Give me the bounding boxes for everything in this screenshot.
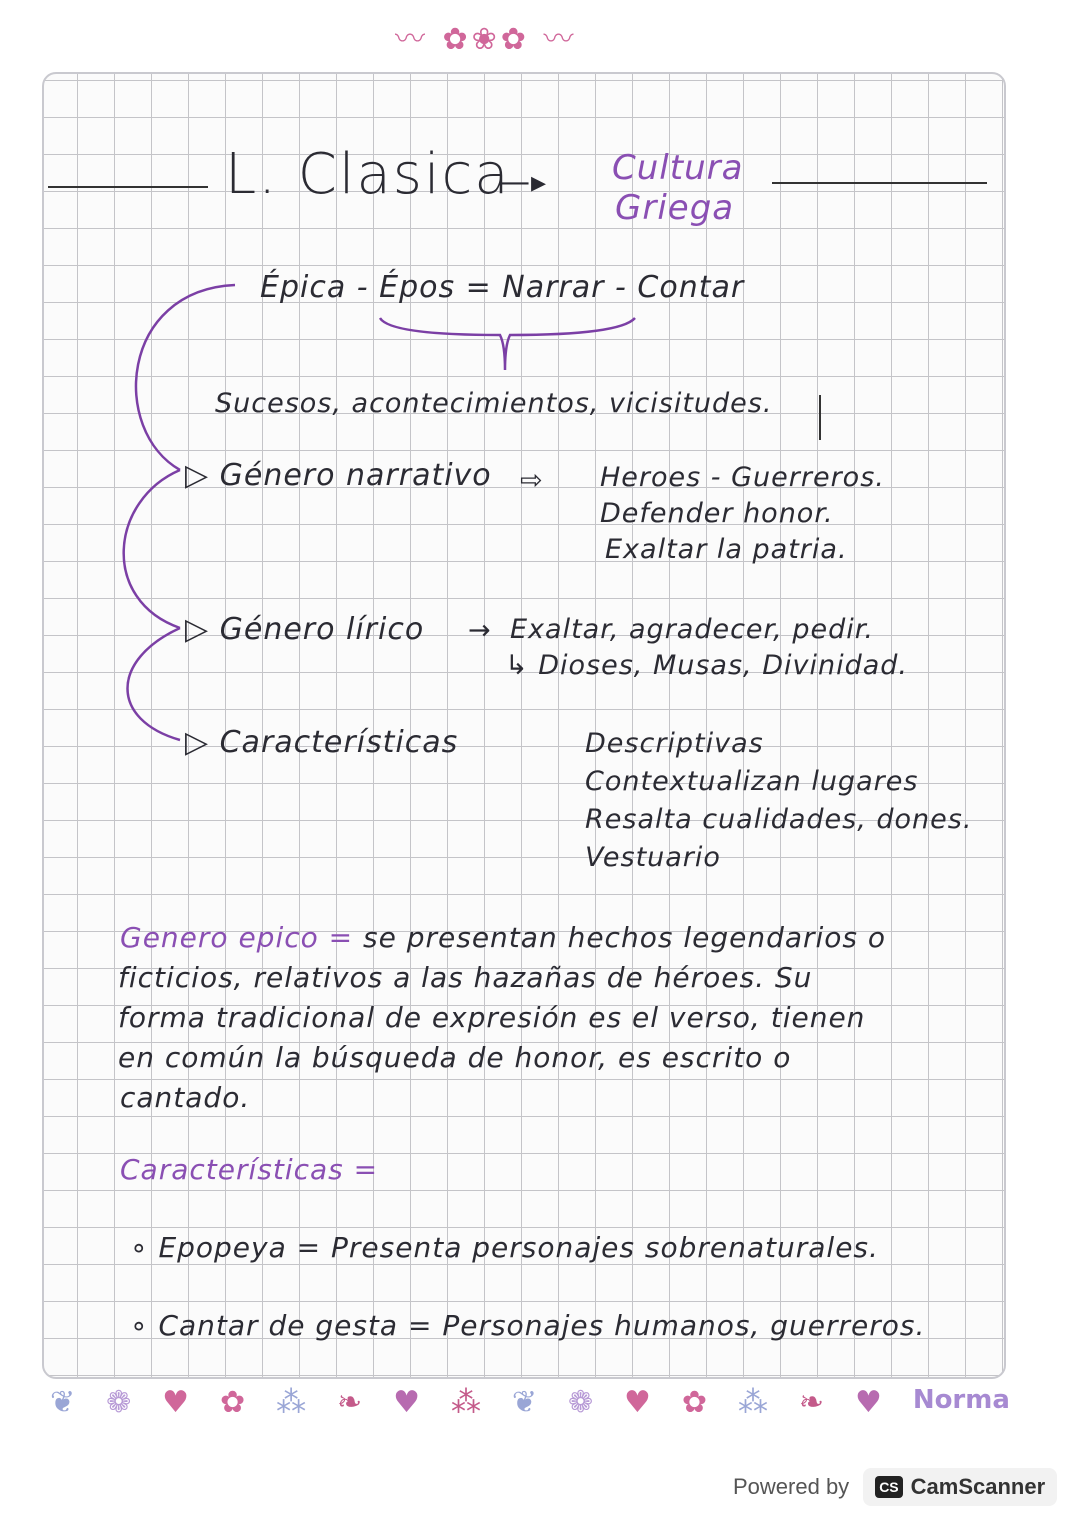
narrativo-text: Género narrativo (219, 458, 492, 493)
caracteristicas-item: Vestuario (585, 842, 721, 873)
section2-heading: Características = (120, 1153, 379, 1186)
bullet-desc: = Presenta personajes sobrenaturales. (296, 1231, 879, 1264)
bullet-term: Epopeya (158, 1231, 287, 1264)
definition-line (120, 918, 886, 958)
narrativo-item: Exaltar la patria. (605, 534, 848, 565)
powered-by-text: Powered by (733, 1474, 850, 1499)
narrativo-item: Defender honor. (600, 498, 834, 529)
lirico-label: ▷ Género lírico (185, 612, 425, 647)
caracteristicas-label: ▷ Características (185, 725, 459, 760)
definition-term: Genero epico = (120, 921, 354, 954)
lirico-text: Género lírico (219, 612, 425, 647)
caracteristicas-item: Descriptivas (585, 728, 764, 759)
brand-logo: Norma (912, 1385, 1010, 1415)
definition-line: ficticios, relativos a las hazañas de héroes. Su (118, 961, 813, 994)
page-title: L. Clasica (225, 142, 511, 207)
narrativo-label: ▷ Género narrativo (185, 458, 492, 493)
epica-sub: Sucesos, acontecimientos, vicisitudes. (215, 388, 773, 419)
culture-line2: Griega (615, 188, 735, 228)
culture-line1: Cultura (612, 148, 744, 188)
bullet-item: ∘ Epopeya = Presenta personajes sobrenaturales. (130, 1231, 879, 1264)
definition-line: en común la búsqueda de honor, es escrito o (118, 1041, 792, 1074)
camscanner-badge (863, 1468, 1057, 1506)
top-flower-decoration: 〰 ✿❀✿ 〰 (395, 22, 578, 57)
camscanner-name: CamScanner (910, 1474, 1046, 1499)
bullet-desc: = Personajes humanos, guerreros. (407, 1309, 926, 1342)
caracteristicas-item: Resalta cualidades, dones. (585, 804, 973, 835)
narrativo-item: Heroes - Guerreros. (600, 462, 885, 493)
camscanner-logo-icon: CS (875, 1476, 902, 1498)
definition-text: se presentan hechos legendarios o (363, 921, 887, 954)
definition-line: cantado. (120, 1081, 251, 1114)
epica-line: Épica - Épos = Narrar - Contar (260, 270, 745, 305)
arrow-icon: ⇨ (520, 465, 544, 496)
caracteristicas-item: Contextualizan lugares (585, 766, 919, 797)
bullet-item: ∘ Cantar de gesta = Personajes humanos, guerreros. (130, 1309, 926, 1342)
camscanner-watermark (733, 1468, 1057, 1506)
arrow-icon: → (468, 615, 492, 646)
bottom-flower-decoration: ❦ ❁ ♥ ✿ ⁂ ❧ ♥ ⁂ ❦ ❁ ♥ ✿ ⁂ ❧ ♥ Norma (50, 1385, 1010, 1420)
bullet-term: Cantar de gesta (158, 1309, 399, 1342)
lirico-item: ↳ Dioses, Musas, Divinidad. (505, 650, 908, 681)
lirico-item: Exaltar, agradecer, pedir. (510, 614, 874, 645)
caracteristicas-text: Características (219, 725, 459, 760)
definition-line: forma tradicional de expresión es el verso, tienen (118, 1001, 866, 1034)
lirico-item-text: Dioses, Musas, Divinidad. (538, 650, 908, 681)
arrow-icon: —▸ (500, 165, 548, 200)
